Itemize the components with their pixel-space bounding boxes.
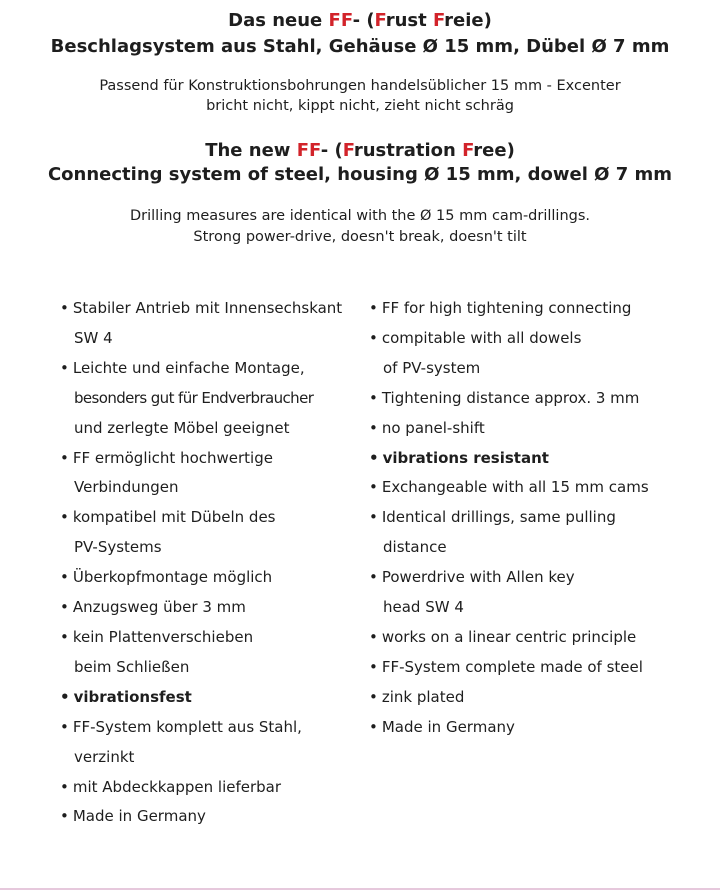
english-title-ff-red: FF	[296, 140, 321, 161]
bullet-icon: •	[369, 687, 378, 706]
list-item: • FF-System komplett aus Stahl,	[60, 717, 302, 736]
english-title-f1-red: F	[342, 140, 354, 161]
list-item: • works on a linear centric principle	[369, 627, 637, 646]
bullet-icon: •	[60, 448, 69, 467]
list-item: • compitable with all dowels	[369, 328, 582, 347]
german-title-rust: rust	[385, 10, 433, 31]
german-title-prefix: Das neue	[228, 10, 329, 31]
list-item-continuation: of PV-system	[383, 358, 481, 377]
bullet-icon: •	[60, 598, 69, 617]
bullet-icon: •	[60, 568, 69, 587]
list-item: • FF for high tightening connecting	[369, 299, 632, 317]
english-title-line2: Connecting system of steel, housing Ø 15 mm, dowel Ø 7 mm	[47, 164, 673, 185]
list-item: • kompatibel mit Dübeln des	[60, 508, 276, 527]
german-subtitle-line2: bricht nicht, kippt nicht, zieht nicht schräg	[206, 98, 514, 114]
german-title-line1	[0, 10, 720, 32]
bottom-divider	[0, 888, 720, 890]
list-item-continuation: distance	[383, 538, 447, 557]
list-item: • mit Abdeckkappen lieferbar	[60, 777, 282, 796]
bullet-icon: •	[60, 508, 69, 527]
bullet-icon: •	[369, 508, 378, 527]
german-subtitle-line1: Passend für Konstruktionsbohrungen handelsüblicher 15 mm - Excenter	[99, 78, 621, 94]
list-item-continuation: SW 4	[74, 328, 113, 347]
list-item: • Made in Germany	[60, 807, 206, 826]
list-item: • Anzugsweg über 3 mm	[60, 598, 246, 617]
bullet-icon: •	[369, 299, 378, 317]
bullet-icon: •	[60, 687, 70, 706]
english-title-ree: ree)	[473, 140, 515, 161]
list-item-continuation: besonders gut für Endverbraucher	[74, 388, 314, 407]
list-item-continuation: PV-Systems	[74, 538, 162, 557]
list-item-continuation: verzinkt	[74, 747, 135, 766]
german-title-reie: reie)	[444, 10, 492, 31]
english-subtitle-line2: Strong power-drive, doesn't break, doesn't tilt	[193, 229, 527, 245]
list-item-bold: • vibrationsfest	[60, 687, 192, 706]
bullet-icon: •	[369, 388, 378, 407]
english-feature-list	[369, 294, 649, 743]
bullet-icon: •	[369, 568, 378, 587]
german-title-f1-red: F	[374, 10, 386, 31]
list-item: • Tightening distance approx. 3 mm	[369, 388, 640, 407]
list-item-continuation: head SW 4	[383, 598, 464, 617]
german-title-ff-red: FF	[328, 10, 353, 31]
bullet-icon: •	[60, 717, 69, 736]
list-item: • no panel-shift	[369, 418, 485, 437]
english-title-line1	[0, 140, 720, 162]
bullet-icon: •	[369, 418, 378, 437]
bullet-icon: •	[60, 777, 69, 796]
list-item: • FF ermöglicht hochwertige	[60, 448, 273, 467]
bullet-icon: •	[369, 627, 378, 646]
list-item: • kein Plattenverschieben	[60, 627, 254, 646]
english-title-f2-red: F	[462, 140, 474, 161]
english-title-rustration: rustration	[353, 140, 463, 161]
bullet-icon: •	[369, 657, 378, 676]
list-item: • Leichte und einfache Montage,	[60, 358, 305, 377]
bullet-icon: •	[369, 717, 378, 736]
german-title-dash: - (	[352, 10, 375, 31]
list-item: • Exchangeable with all 15 mm cams	[369, 478, 649, 497]
list-item: • zink plated	[369, 687, 465, 706]
bullet-icon: •	[369, 328, 378, 347]
list-item: • Powerdrive with Allen key	[369, 568, 575, 587]
german-feature-list	[60, 294, 342, 832]
german-title-line2: Beschlagsystem aus Stahl, Gehäuse Ø 15 mm, Dübel Ø 7 mm	[50, 36, 670, 57]
english-title-dash: - (	[320, 140, 343, 161]
bullet-icon: •	[60, 807, 69, 826]
list-item-bold: • vibrations resistant	[369, 448, 549, 467]
bullet-icon: •	[60, 358, 69, 377]
bullet-icon: •	[60, 299, 69, 317]
list-item: • Überkopfmontage möglich	[60, 568, 273, 587]
english-subtitle-line1: Drilling measures are identical with the Ø 15 mm cam-drillings.	[129, 208, 591, 224]
bullet-icon: •	[60, 627, 69, 646]
list-item-continuation: und zerlegte Möbel geeignet	[74, 418, 290, 437]
list-item: • Stabiler Antrieb mit Innensechskant	[60, 299, 343, 317]
list-item: • Identical drillings, same pulling	[369, 508, 616, 527]
bullet-icon: •	[369, 478, 378, 497]
english-title-prefix: The new	[205, 140, 297, 161]
bullet-icon: •	[369, 448, 379, 467]
list-item-continuation: beim Schließen	[74, 657, 190, 676]
list-item: • FF-System complete made of steel	[369, 657, 643, 676]
german-title-f2-red: F	[432, 10, 445, 31]
list-item-continuation: Verbindungen	[74, 478, 179, 497]
list-item: • Made in Germany	[369, 717, 515, 736]
